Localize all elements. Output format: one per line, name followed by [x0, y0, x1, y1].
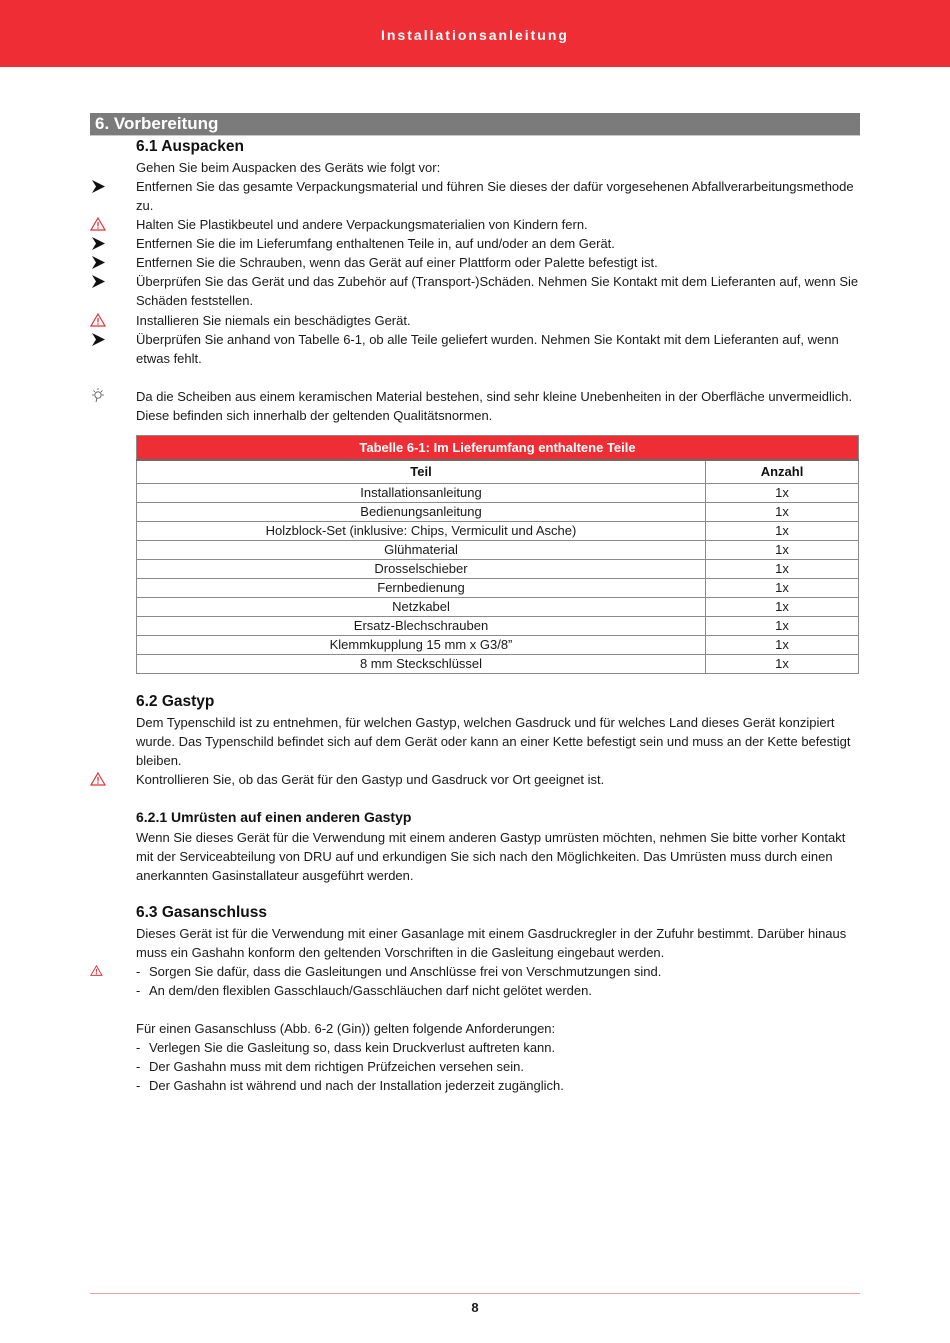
parts-table [136, 435, 859, 674]
document-title: Installationsanleitung [381, 27, 569, 43]
chapter-title: 6. Vorbereitung [95, 114, 219, 133]
table-row: Fernbedienung 1x [137, 579, 859, 598]
warning-icon [90, 311, 110, 330]
table-row: 8 mm Steckschlüssel 1x [137, 655, 859, 674]
footer-divider [90, 1293, 860, 1294]
heading-6-3: 6.3 Gasanschluss [136, 904, 267, 921]
table-row: Ersatz-Blechschrauben 1x [137, 617, 859, 636]
table-row: Bedienungsanleitung 1x [137, 503, 859, 522]
table-row: Drosselschieber 1x [137, 560, 859, 579]
gas-type-text: Dem Typenschild ist zu entnehmen, für welchen Gastyp, welchen Gasdruck und für welches Land dieses Gerät konzipiert wurde. Das Typenschild befindet sich auf dem Gerät oder kann an einer Kette befestigt sein und muss an der Kette befestigt bleiben. [136, 715, 851, 769]
table-row: Holzblock-Set (inklusive: Chips, Vermiculit und Asche) 1x [137, 522, 859, 541]
heading-6-1: 6.1 Auspacken [136, 138, 244, 155]
conversion-text: Wenn Sie dieses Gerät für die Verwendung mit einem anderen Gastyp umrüsten möchten, nehmen Sie bitte vorher Kontakt mit der Serviceabteilung von DRU auf und erkundigen Sie sich nach den Möglichkeiten. Das Umrüsten muss durch einen anerkannten Gasinstallateur ausgeführt werden. [136, 830, 846, 884]
arrow-bullet-icon [90, 177, 110, 196]
warning-icon [90, 770, 110, 789]
heading-6-2: 6.2 Gastyp [136, 693, 215, 710]
page-number: 8 [471, 1300, 479, 1315]
requirements-intro: Für einen Gasanschluss (Abb. 6-2 (Gin)) gelten folgende Anforderungen: [136, 1021, 556, 1036]
intro-text: Gehen Sie beim Auspacken des Geräts wie folgt vor: [136, 160, 441, 175]
chapter-heading-bar [90, 113, 860, 136]
warning-icon [90, 215, 110, 234]
page-header [0, 0, 950, 67]
heading-6-2-1: 6.2.1 Umrüsten auf einen anderen Gastyp [136, 809, 412, 825]
column-header-part: Teil [137, 460, 706, 484]
gas-connection-text: Dieses Gerät ist für die Verwendung mit einer Gasanlage mit einem Gasdruckregler in der Zufuhr bestimmt. Darüber hinaus muss ein Gashahn konform den geltenden Vorschriften in die Gasleitung eingebaut werden. [136, 926, 847, 961]
table-row: Klemmkupplung 15 mm x G3/8” 1x [137, 636, 859, 655]
table-row: Installationsanleitung 1x [137, 484, 859, 503]
column-header-quantity: Anzahl [706, 460, 859, 484]
arrow-bullet-icon [90, 234, 110, 253]
arrow-bullet-icon [90, 253, 110, 272]
table-row: Netzkabel 1x [137, 598, 859, 617]
warning-icon [90, 963, 106, 979]
arrow-bullet-icon [90, 330, 110, 349]
lightbulb-tip-icon [90, 387, 110, 406]
arrow-bullet-icon [90, 272, 110, 291]
table-caption: Tabelle 6-1: Im Lieferumfang enthaltene Teile [137, 436, 859, 461]
table-row: Glühmaterial 1x [137, 541, 859, 560]
